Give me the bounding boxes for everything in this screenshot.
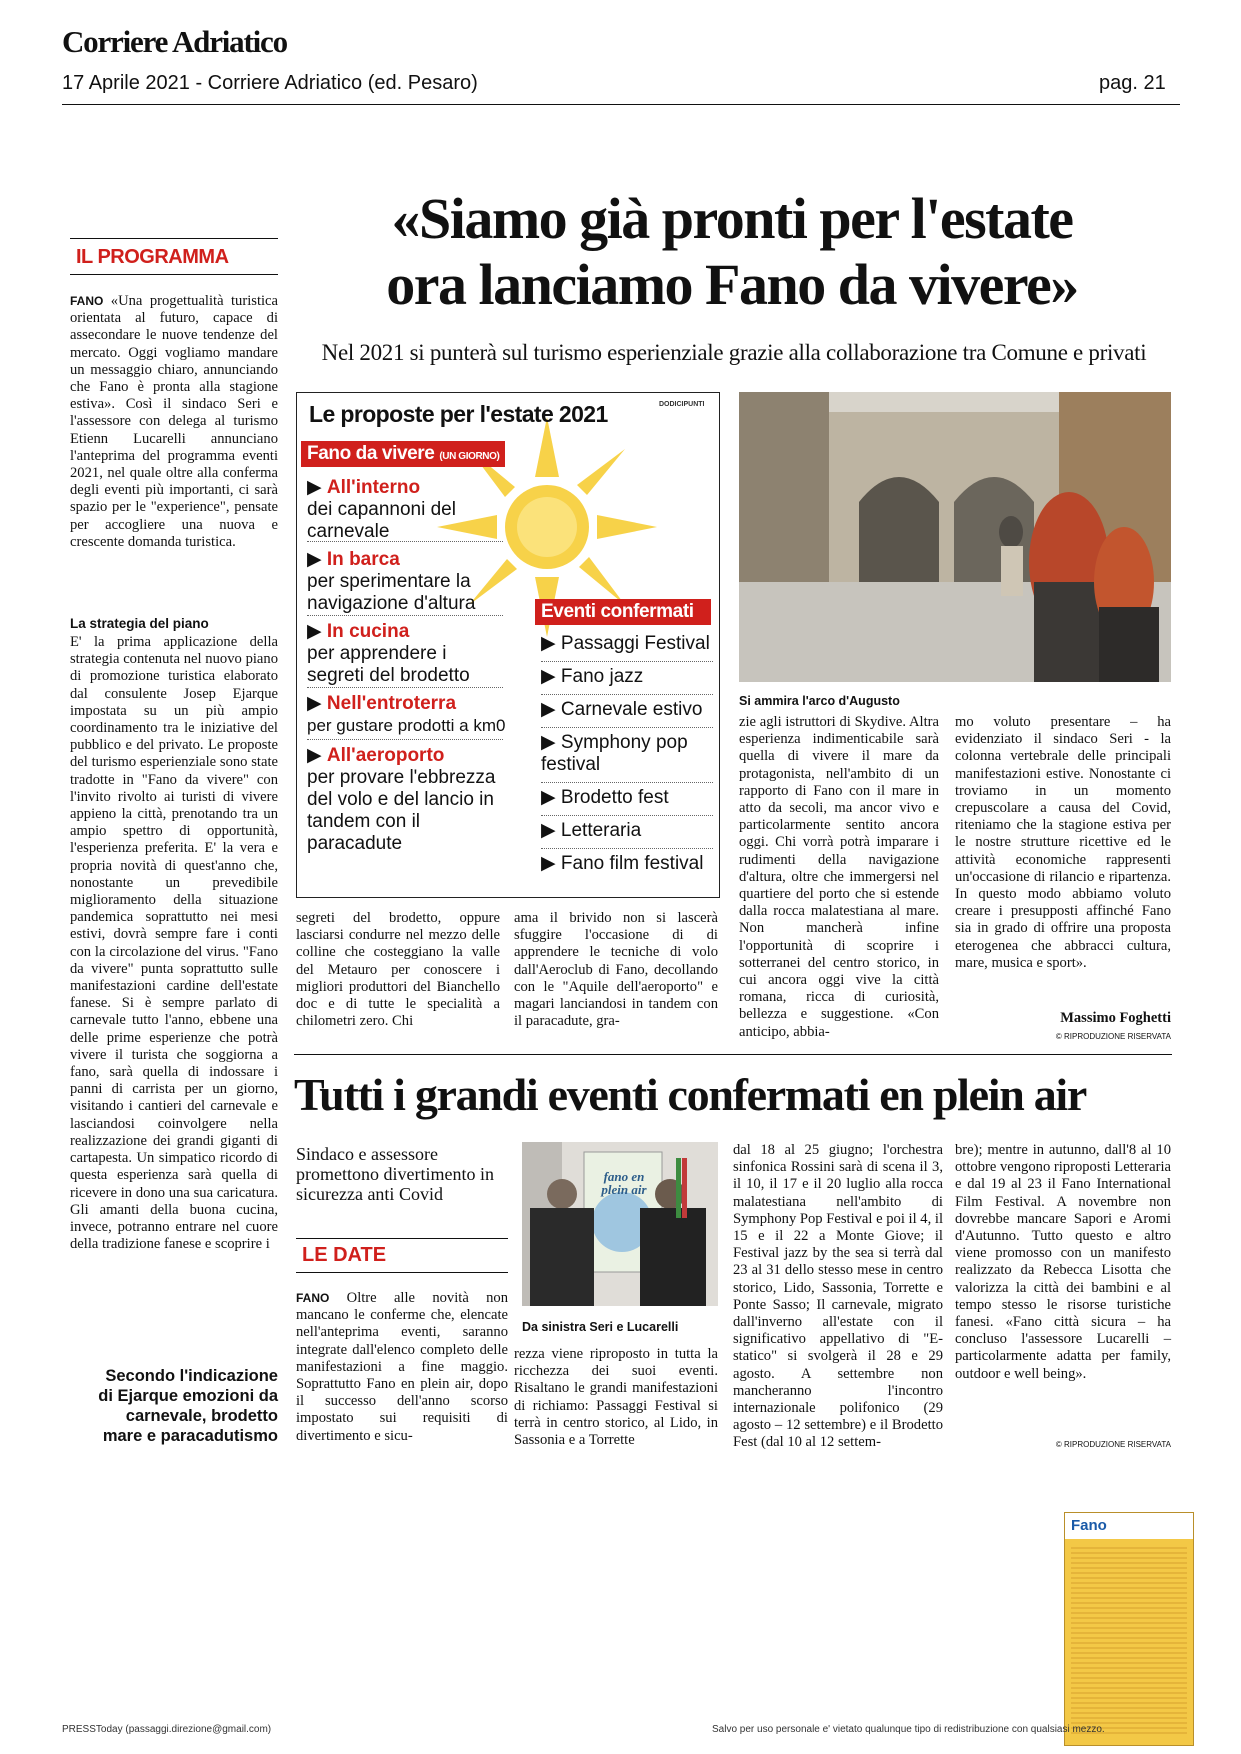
play-icon: ▶ [541, 732, 556, 753]
article2-deck: Sindaco e assessore promettono divertimento in sicurezza anti Covid [296, 1144, 494, 1204]
proposal-item [307, 621, 503, 687]
proposal-label: All'interno [326, 477, 421, 498]
footer-source: PRESSToday (passaggi.direzione@gmail.com) [62, 1724, 272, 1735]
sidebar-lead [70, 293, 278, 551]
article1-col2: ama il brivido non si lascerà sfuggire l'occasione di di apprendere le tecniche di volo dall'Aeroclub di Fano, decollando con le "Aquile dell'aeroporto" e magari lanciandosi in tandem con il paracadute, gra- [514, 910, 718, 1030]
author: Massimo Foghetti [1060, 1010, 1171, 1026]
proposal-item [307, 745, 503, 855]
proposal-label: Nell'entroterra [326, 693, 457, 714]
proposal-text: per gustare prodotti a km0 [307, 716, 506, 735]
masthead: Corriere Adriatico [62, 24, 287, 59]
article1-col1: segreti del brodetto, oppure lasciarsi condurre nel mezzo delle colline che costeggiano la valle del Metauro per conoscere i migliori produttori del Bianchello doc e di tutte le specialità a chilometri zero. Chi [296, 910, 500, 1030]
subheadline: Nel 2021 si punterà sul turismo esperienziale grazie alla collaborazione tra Comune e privati [321, 340, 1147, 365]
thumbnail-body [1071, 1547, 1187, 1737]
sidebar-body [70, 634, 278, 1253]
proposal-divider [307, 739, 503, 740]
article1-col4: mo voluto presentare – ha evidenziato il sindaco Seri - la colonna vertebrale delle principali manifestazioni estive. Nonostante ci troviamo in un momento crepuscolare a causa del Covid, riteniamo che la stagione estiva per le nostre strutture ricettive ed le attività economiche rappresenti un'occasione di rilancio e ripartenza. In questo modo abbiamo voluto creare i presupposti affinché Fano sia in grado di offrire una proposta eterogenea che abbracci cultura, mare, musica e sport». [955, 714, 1171, 971]
play-icon: ▶ [541, 853, 556, 874]
article1-col3: zie agli istruttori di Skydive. Altra esperienza indimenticabile sarà quella di vivere il mare da protagonista, nell'ambito di un rapporto di Fano con il mare in atto da secoli, ma ancor vivo e particolarmente sentito ancora oggi. Chi vorrà potrà imparare i rudimenti della navigazione d'altura, oltre che immergersi nel quartiere del porto che si estende dalla rocca malatestiana al mare. Non mancherà infine l'opportunità di scoprire i sotterranei del centro storico, in cui ancora oggi vive la città romana, ricca di curiosità, bellezza e suggestione. «Con anticipo, abbia- [739, 714, 939, 1040]
article2-col4: bre); mentre in autunno, dall'8 al 10 ottobre vengono riproposti Letteraria e dal 19 al 23 il Fano International Film Festival. A novembre non dovrebbe mancare Sapori e Aromi d'Autunno. Tutto questo e altro viene promosso con un manifesto realizzato da Rebecca Lisotta che valorizza la città dei bambini e al tempo stesso le risorse turistiche fanesi. «Fano città sicura – ha concluso l'assessore Lucarelli – particolarmente adatta per family, outdoor e well being». [955, 1142, 1171, 1382]
proposal-item [307, 477, 503, 543]
event-item: ▶ Brodetto fest [541, 783, 713, 816]
play-icon: ▶ [541, 699, 556, 720]
page-number: pag. 21 [1099, 72, 1166, 94]
sidebar-top-rule [70, 238, 278, 239]
proposal-label: In cucina [326, 621, 410, 642]
play-icon: ▶ [541, 666, 556, 687]
play-icon: ▶ [541, 787, 556, 808]
event-item: ▶ Carnevale estivo [541, 695, 713, 728]
proposals-box [296, 392, 720, 898]
proposal-label: In barca [326, 549, 400, 570]
sidebar-label-rule [70, 274, 278, 275]
proposal-text: per apprendere i segreti del brodetto [307, 643, 470, 686]
poster-text: fano en plein air [601, 1169, 647, 1197]
proposal-text: dei capannoni del carnevale [307, 499, 456, 542]
proposal-divider [307, 615, 503, 616]
fano-sub: (UN GIORNO) [439, 451, 500, 462]
dateline: 17 Aprile 2021 - Corriere Adriatico (ed. Pesaro) [62, 72, 478, 94]
play-icon: ▶ [307, 745, 322, 766]
article2-lead-keyword: FANO [296, 1291, 330, 1305]
pull-quote: Secondo l'indicazione di Ejarque emozioni da carnevale, brodetto mare e paracadutismo [98, 1367, 278, 1445]
photo-caption: Si ammira l'arco d'Augusto [739, 694, 900, 708]
proposal-label: All'aeroporto [326, 745, 445, 766]
date-label-rule-top [296, 1238, 508, 1239]
proposal-divider [307, 541, 503, 542]
events-title: Eventi confermati [541, 601, 694, 622]
play-icon: ▶ [307, 477, 322, 498]
play-icon: ▶ [307, 549, 322, 570]
sidebar-body-text: E' la prima applicazione della strategia contenuta nel nuovo piano di promozione turistica elaborato dal consulente Josep Ejarque impostata su un più ampio coordinamento tra le iniziative del pubblico e del privato. Le proposte del turismo esperienziale sono state tradotte in "Fano da vivere" con l'invito rivolto ai turisti di vivere appieno la città, prenotando tra un ampio spettro di opportunità, l'esperienza preferita. E' la vera e propria novità di quest'anno che, nonostante un prevedibile miglioramento della situazione pandemica soprattutto nei mesi estivi, dovrà sempre fare i conti con la circolazione del virus. "Fano da vivere" punta soprattutto sulle manifestazioni cardine dell'estate fanese. Si è sempre parlato di carnevale tutto l'anno, ebbene una delle prime esperienze che potrà vivere il turista che soggiorna a fano, sarà quella di indossare i panni di carrista per un giorno, visitando i cantieri del carnevale e lasciandosi coinvolgere nella realizzazione dei grandi giganti di cartapesta. Un simpatico ricordo di questa esperienza sarà quella di ricevere in dono una sua caricatura. Gli amanti della buona cucina, invece, potranno entrare nel cuore della tradizione fanese e scoprire i [70, 634, 278, 1253]
proposal-divider [307, 687, 503, 688]
proposal-text: per sperimentare la navigazione d'altura [307, 571, 476, 614]
photo-illustration [739, 392, 1171, 682]
play-icon: ▶ [307, 693, 322, 714]
headline-line-1: «Siamo già pronti per l'estate [391, 186, 1073, 251]
proposal-text: per provare l'ebbrezza del volo e del lancio in tandem con il paracadute [307, 767, 496, 854]
date-label-rule-bottom [296, 1272, 508, 1273]
sidebar-subhead: La strategia del piano [70, 616, 209, 631]
play-icon: ▶ [307, 621, 322, 642]
event-item: ▶ Letteraria [541, 816, 713, 849]
play-icon: ▶ [541, 820, 556, 841]
event-item: ▶ Passaggi Festival [541, 631, 713, 662]
lead-keyword: FANO [70, 294, 104, 308]
photo-illustration [522, 1142, 718, 1306]
rights-notice: © RIPRODUZIONE RISERVATA [1055, 1032, 1171, 1041]
box-title: Le proposte per l'estate 2021 [309, 401, 608, 427]
header-rule [62, 104, 1180, 105]
seri-lucarelli-photo [522, 1142, 718, 1306]
proposal-item [307, 693, 517, 737]
fano-da-vivere-label [307, 443, 499, 465]
headline-line-2: ora lanciamo Fano da vivere» [386, 252, 1078, 317]
article2-col1: FANO Oltre alle novità non mancano le conferme che, elencate nell'anteprima eventi, saranno integrate dall'elenco completo delle manifestazioni a fine maggio. Soprattutto Fano en plein air, dopo il successo dell'anno scorso impostato sui requisiti di divertimento e sicu- [296, 1290, 508, 1444]
article2-col3: dal 18 al 25 giugno; l'orchestra sinfonica Rossini sarà di scena il 3, il 10, il 17 e il 20 luglio alla rocca malatestiana nell'ambito di Symphony Pop Festival e poi il 4, il 15 e il 22 a Monte Giove; il Festival jazz by the sea si terrà dal 23 al 31 dello stesso mese in centro storico, Lido, Sassonia, Torrette e Ponte Sasso; Il carnevale, migrato dall'inverno all'estate con il significativo appellativo di "E-statico" si svolgerà il 28 e 29 agosto. A settembre non mancheranno l'incontro internazionale polifonico (29 agosto – 12 settembre) e il Brodetto Fest (dal 10 al 12 settem- [733, 1142, 943, 1451]
headline [292, 186, 1172, 318]
page-thumbnail [1064, 1512, 1194, 1746]
proposal-item [307, 549, 503, 615]
section-label: IL PROGRAMMA [76, 246, 229, 268]
event-item: ▶ Fano film festival [541, 853, 704, 874]
article2-col2: rezza viene riproposto in tutta la ricchezza dei suoi eventi. Risaltano le grandi manifestazioni di richiamo: Passaggi Festival si terrà in centro storico, al Lido, in Sassonia e a Torrette [514, 1346, 718, 1449]
fano-label: Fano da vivere [307, 443, 435, 464]
article2-photo-caption: Da sinistra Seri e Lucarelli [522, 1320, 679, 1334]
play-icon: ▶ [541, 633, 556, 654]
article2-section-label: LE DATE [302, 1244, 387, 1266]
event-item: ▶ Symphony pop festival [541, 728, 713, 783]
article-divider [294, 1054, 1172, 1055]
article2-rights-notice: © RIPRODUZIONE RISERVATA [1055, 1440, 1171, 1449]
event-item: ▶ Fano jazz [541, 662, 713, 695]
box-logo: DODICIPUNTI [659, 401, 705, 408]
article2-headline: Tutti i grandi eventi confermati en plein air [294, 1069, 1087, 1120]
thumbnail-label: Fano [1071, 1517, 1107, 1534]
footer-disclaimer: Salvo per uso personale e' vietato qualunque tipo di redistribuzione con qualsiasi mezzo. [712, 1724, 1105, 1735]
lead-text: «Una progettualità turistica orientata al futuro, capace di assecondare le nuove tendenze del mercato. Oggi vogliamo mandare un messaggio chiaro, annunciando che Fano è pronta alla stagione estiva». Così il sindaco Seri e l'assessore con delega al turismo Etienn Lucarelli annunciano l'anteprima del programma eventi 2021, nel quale oltre alla conferma degli eventi più importanti, ci sarà spazio per le "experience", pensate per accogliere una nuova e crescente domanda turistica. [70, 293, 279, 550]
arco-augusto-photo [739, 392, 1171, 682]
events-list [541, 631, 713, 881]
